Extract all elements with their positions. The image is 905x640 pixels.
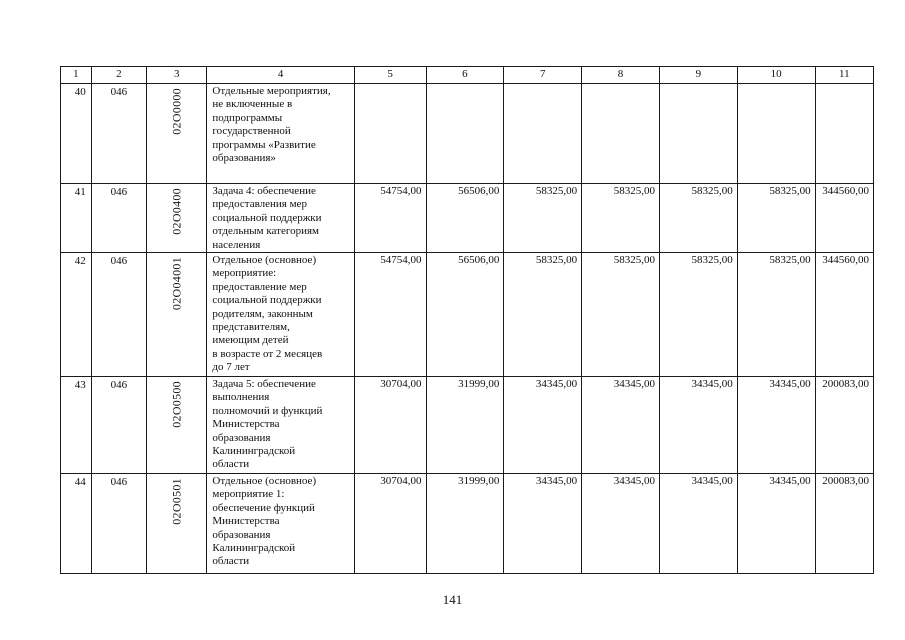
column-header: 3 <box>146 67 206 84</box>
classification-code-text: 02O0501 <box>168 478 183 525</box>
description-line: Отдельные мероприятия, <box>212 85 331 97</box>
description-line: области <box>212 458 250 471</box>
description-cell <box>207 474 354 574</box>
column-header: 9 <box>659 67 737 84</box>
description-line: обеспечение функций <box>212 501 315 514</box>
row-number-cell: 40 <box>61 84 92 184</box>
classification-code-cell <box>146 253 206 377</box>
value-cell <box>737 84 815 184</box>
value-cell <box>582 84 660 184</box>
value-cell: 34345,00 <box>737 474 815 574</box>
value-cell: 30704,00 <box>354 474 426 574</box>
description-line: до 7 лет <box>212 361 250 374</box>
description-line: полномочий и функций <box>212 404 323 417</box>
description-line: Задача 5: обеспечение <box>212 378 316 391</box>
column-header: 5 <box>354 67 426 84</box>
value-cell <box>354 84 426 184</box>
description-line: Отдельное (основное) <box>212 254 317 267</box>
row-number-cell: 41 <box>61 184 92 253</box>
value-cell: 54754,00 <box>354 184 426 253</box>
code-cell: 046 <box>91 253 146 377</box>
description-cell <box>207 184 354 253</box>
description-line: программы «Развитие <box>212 138 316 151</box>
value-cell: 58325,00 <box>504 253 582 377</box>
classification-code-cell <box>146 474 206 574</box>
description-cell <box>207 253 354 377</box>
value-cell: 58325,00 <box>504 184 582 253</box>
classification-code-cell <box>146 184 206 253</box>
description-line: социальной поддержки <box>212 294 322 307</box>
column-header: 11 <box>815 67 873 84</box>
page-number: 141 <box>442 592 463 607</box>
value-cell: 31999,00 <box>426 474 504 574</box>
value-cell <box>659 84 737 184</box>
description-line: мероприятие: <box>212 267 277 280</box>
classification-code-text: 02O0000 <box>168 88 183 135</box>
value-cell: 58325,00 <box>659 184 737 253</box>
code-cell: 046 <box>91 184 146 253</box>
code-cell: 046 <box>91 474 146 574</box>
description-line: Министерства <box>212 515 280 528</box>
value-cell <box>815 84 873 184</box>
header-row <box>61 67 874 84</box>
value-cell: 58325,00 <box>737 253 815 377</box>
budget-table <box>60 66 874 574</box>
column-header: 4 <box>207 67 354 84</box>
column-header: 1 <box>61 67 92 84</box>
row-number-cell: 42 <box>61 253 92 377</box>
description-line: социальной поддержки <box>212 211 322 224</box>
description-line: государственной <box>212 125 291 138</box>
value-cell: 200083,00 <box>815 377 873 474</box>
classification-code-text: 02O0500 <box>168 381 183 428</box>
description-line: в возрасте от 2 месяцев <box>212 347 323 360</box>
description-line: отдельным категориям <box>212 225 319 238</box>
description-line: предоставление мер <box>212 280 307 293</box>
row-number-cell: 44 <box>61 474 92 574</box>
table-row <box>61 84 874 184</box>
value-cell: 34345,00 <box>582 377 660 474</box>
description-line: не включенные в <box>212 98 293 111</box>
value-cell: 34345,00 <box>504 377 582 474</box>
code-cell: 046 <box>91 377 146 474</box>
description-line: мероприятие 1: <box>212 488 285 501</box>
value-cell: 56506,00 <box>426 184 504 253</box>
value-cell: 34345,00 <box>659 474 737 574</box>
row-number-cell: 43 <box>61 377 92 474</box>
description-line: Отдельное (основное) <box>212 475 317 488</box>
table-row <box>61 474 874 574</box>
description-line: образования <box>212 431 271 444</box>
value-cell: 34345,00 <box>737 377 815 474</box>
description-line: Задача 4: обеспечение <box>212 185 316 197</box>
code-cell: 046 <box>91 84 146 184</box>
classification-code-cell <box>146 84 206 184</box>
description-line: родителям, законным <box>212 307 313 320</box>
value-cell: 200083,00 <box>815 474 873 574</box>
description-cell <box>207 377 354 474</box>
value-cell: 30704,00 <box>354 377 426 474</box>
value-cell: 344560,00 <box>815 253 873 377</box>
value-cell: 34345,00 <box>582 474 660 574</box>
value-cell: 56506,00 <box>426 253 504 377</box>
value-cell: 34345,00 <box>504 474 582 574</box>
description-line: области <box>212 555 250 568</box>
value-cell: 58325,00 <box>737 184 815 253</box>
table-body <box>61 84 874 574</box>
description-line: имеющим детей <box>212 334 289 347</box>
table-row <box>61 377 874 474</box>
budget-table-container <box>60 66 874 574</box>
value-cell: 344560,00 <box>815 184 873 253</box>
description-line: представителям, <box>212 321 290 334</box>
value-cell: 31999,00 <box>426 377 504 474</box>
table-row <box>61 253 874 377</box>
table-row <box>61 184 874 253</box>
description-line: образования» <box>212 152 276 165</box>
value-cell: 58325,00 <box>582 253 660 377</box>
classification-code-text: 02O04001 <box>168 257 183 311</box>
description-cell <box>207 84 354 184</box>
value-cell: 54754,00 <box>354 253 426 377</box>
description-line: предоставления мер <box>212 198 307 211</box>
column-header: 10 <box>737 67 815 84</box>
value-cell <box>504 84 582 184</box>
description-line: Министерства <box>212 418 280 431</box>
description-line: населения <box>212 238 261 251</box>
value-cell <box>426 84 504 184</box>
description-line: выполнения <box>212 391 270 404</box>
column-header: 7 <box>504 67 582 84</box>
description-line: образования <box>212 528 271 541</box>
value-cell: 34345,00 <box>659 377 737 474</box>
classification-code-text: 02O0400 <box>168 188 183 235</box>
column-header: 2 <box>91 67 146 84</box>
description-line: Калининградской <box>212 445 296 458</box>
value-cell: 58325,00 <box>582 184 660 253</box>
column-header: 6 <box>426 67 504 84</box>
column-header: 8 <box>582 67 660 84</box>
value-cell: 58325,00 <box>659 253 737 377</box>
description-line: Калининградской <box>212 542 296 555</box>
classification-code-cell <box>146 377 206 474</box>
description-line: подпрограммы <box>212 111 283 124</box>
